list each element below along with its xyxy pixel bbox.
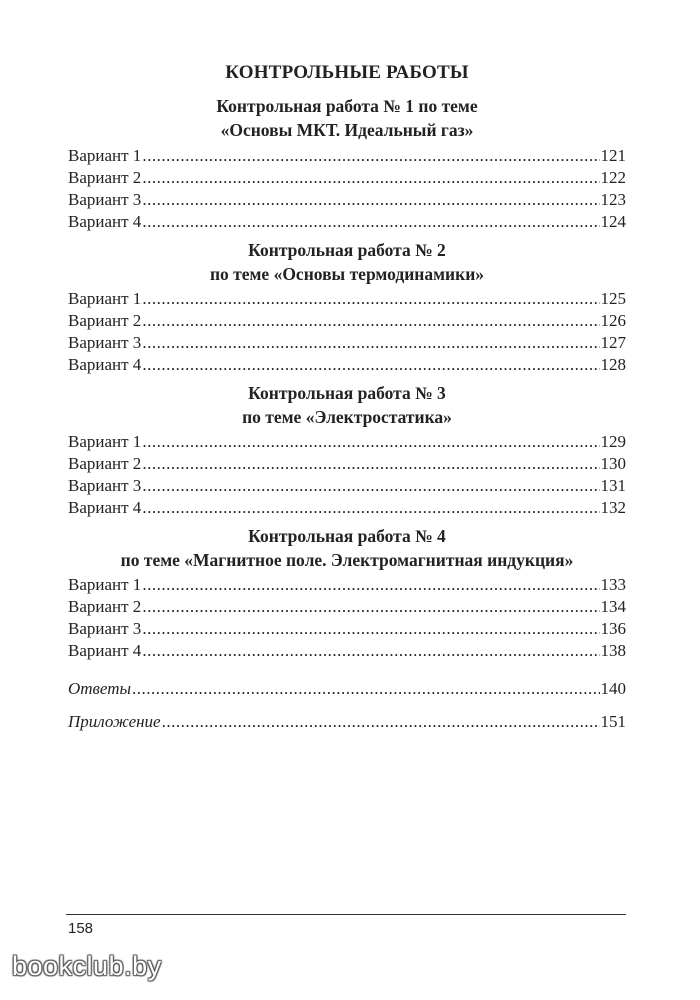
- toc-entry-label: Вариант 3: [68, 190, 142, 209]
- leader-dots: [142, 354, 599, 376]
- section-title-line: по теме «Электростатика»: [242, 407, 452, 427]
- section-title-1: [68, 94, 626, 142]
- toc-entry-label: Вариант 4: [68, 498, 142, 517]
- leader-dots: [142, 475, 599, 497]
- toc-entry-page: 125: [600, 289, 626, 308]
- toc-entry[interactable]: [68, 453, 626, 475]
- toc-entry-label: Вариант 1: [68, 146, 142, 165]
- toc-entry-page: 151: [600, 712, 626, 731]
- toc-entry-page: 140: [600, 679, 626, 698]
- leader-dots: [142, 453, 599, 475]
- leader-dots: [162, 711, 600, 733]
- leader-dots: [142, 574, 599, 596]
- toc-entry-page: 128: [600, 355, 626, 374]
- leader-dots: [142, 618, 599, 640]
- toc-entry[interactable]: [68, 497, 626, 519]
- section-title-2: [68, 238, 626, 286]
- watermark: bookclub.by: [12, 951, 162, 981]
- toc-entry-label: Приложение: [68, 712, 161, 731]
- section-title-line: по теме «Магнитное поле. Электромагнитная индукция»: [120, 550, 574, 570]
- toc-entry-label: Вариант 2: [68, 454, 142, 473]
- footer-divider: [66, 914, 626, 915]
- leader-dots: [142, 640, 599, 662]
- section-title-line: Контрольная работа № 1 по теме: [216, 96, 478, 116]
- toc-entry-page: 124: [600, 212, 626, 231]
- toc-entry-label: Вариант 3: [68, 476, 142, 495]
- toc-entry-label: Вариант 4: [68, 641, 142, 660]
- toc-entry-page: 133: [600, 575, 626, 594]
- page-title: КОНТРОЛЬНЫЕ РАБОТЫ: [225, 62, 469, 83]
- toc-entry[interactable]: [68, 288, 626, 310]
- leader-dots: [142, 145, 599, 167]
- toc-entry-page: 136: [600, 619, 626, 638]
- section-title-line: по теме «Основы термодинамики»: [209, 264, 485, 284]
- toc-entry-label: Ответы: [68, 679, 132, 698]
- toc-entry-page: 130: [600, 454, 626, 473]
- leader-dots: [142, 596, 599, 618]
- leader-dots: [142, 431, 599, 453]
- toc-entry-label: Вариант 3: [68, 333, 142, 352]
- toc-entry[interactable]: [68, 354, 626, 376]
- toc-entry[interactable]: [68, 596, 626, 618]
- toc-entry[interactable]: [68, 640, 626, 662]
- section-title-line: Контрольная работа № 2: [248, 240, 446, 260]
- toc-entry-page: 123: [600, 190, 626, 209]
- section-title-line: Контрольная работа № 3: [248, 383, 446, 403]
- toc-entry-answers[interactable]: [68, 678, 626, 700]
- toc-entry-page: 131: [600, 476, 626, 495]
- leader-dots: [142, 288, 599, 310]
- toc-entry-page: 129: [600, 432, 626, 451]
- toc-entry-label: Вариант 2: [68, 597, 142, 616]
- toc-entry-page: 121: [600, 146, 626, 165]
- toc-entry[interactable]: [68, 211, 626, 233]
- leader-dots: [142, 332, 599, 354]
- toc-entry-label: Вариант 1: [68, 432, 142, 451]
- toc-entry-appendix[interactable]: [68, 711, 626, 733]
- section-title-line: Контрольная работа № 4: [248, 526, 446, 546]
- toc-entry[interactable]: [68, 574, 626, 596]
- leader-dots: [142, 211, 599, 233]
- toc-entry-page: 132: [600, 498, 626, 517]
- toc-entry[interactable]: [68, 145, 626, 167]
- toc-entry-label: Вариант 4: [68, 212, 142, 231]
- toc-entry-page: 127: [600, 333, 626, 352]
- leader-dots: [132, 678, 599, 700]
- toc-entry-page: 138: [600, 641, 626, 660]
- toc-entry-label: Вариант 3: [68, 619, 142, 638]
- toc-entry-page: 122: [600, 168, 626, 187]
- toc-entry-page: 126: [600, 311, 626, 330]
- toc-entry-page: 134: [600, 597, 626, 616]
- toc-entry-label: Вариант 1: [68, 575, 142, 594]
- toc-entry[interactable]: [68, 332, 626, 354]
- leader-dots: [142, 497, 599, 519]
- page-number: 158: [68, 920, 94, 937]
- leader-dots: [142, 167, 599, 189]
- toc-entry-label: Вариант 4: [68, 355, 142, 374]
- leader-dots: [142, 310, 599, 332]
- toc-entry-label: Вариант 1: [68, 289, 142, 308]
- toc-entry[interactable]: [68, 167, 626, 189]
- section-title-4: [68, 524, 626, 572]
- toc-entry[interactable]: [68, 475, 626, 497]
- section-title-line: «Основы МКТ. Идеальный газ»: [220, 120, 474, 140]
- toc-entry[interactable]: [68, 431, 626, 453]
- leader-dots: [142, 189, 599, 211]
- toc-entry[interactable]: [68, 618, 626, 640]
- toc-entry-label: Вариант 2: [68, 311, 142, 330]
- toc-entry[interactable]: [68, 189, 626, 211]
- toc-entry-label: Вариант 2: [68, 168, 142, 187]
- section-title-3: [68, 381, 626, 429]
- toc-entry[interactable]: [68, 310, 626, 332]
